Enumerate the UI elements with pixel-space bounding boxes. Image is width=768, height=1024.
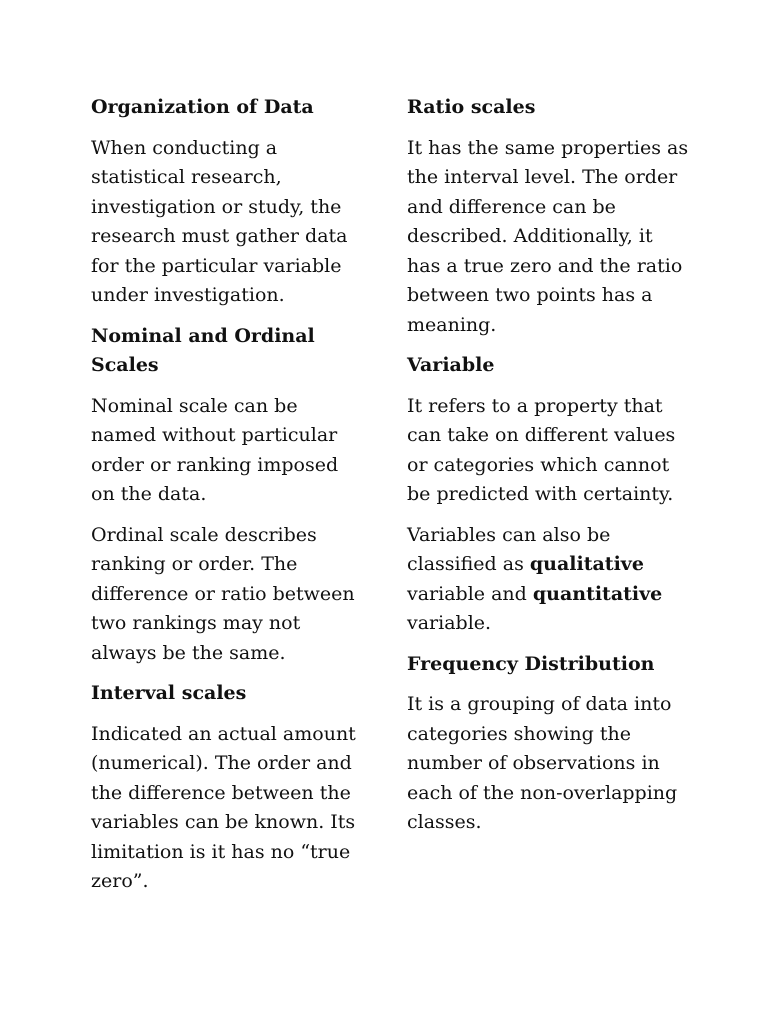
ordinal-scale-body: Ordinal scale describes ranking or order. The difference or ratio between two rankings may not always be the same. — [91, 523, 355, 664]
variable-classification — [407, 521, 689, 639]
variable-heading: Variable — [407, 354, 495, 376]
classification-suffix: variable. — [407, 612, 492, 634]
frequency-body: It is a grouping of data into categories showing the number of observations in each of the non-overlapping classes. — [407, 693, 678, 833]
right-column — [407, 93, 689, 849]
frequency-heading: Frequency Distribution — [407, 652, 655, 675]
qualitative-term: qualitative — [529, 553, 644, 575]
quantitative-term: quantitative — [532, 582, 663, 605]
interval-heading: Interval scales — [91, 682, 247, 704]
organization-body: When conducting a statistical research, investigation or study, the research must gather data for the particular variable under investigation. — [91, 136, 348, 306]
left-column — [91, 93, 367, 908]
ratio-body: It has the same properties as the interval level. The order and difference can be described. Additionally, it has a true zero and the ratio between two points has a meaning. — [407, 136, 689, 336]
interval-body: Indicated an actual amount (numerical). The order and the difference between the variables can be known. Its limitation is it has no “true zero”. — [91, 722, 356, 892]
classification-prefix: Variables can also be classified as — [407, 523, 611, 575]
organization-heading: Organization of Data — [91, 96, 314, 118]
ratio-heading: Ratio scales — [407, 96, 536, 118]
nominal-scale-body: Nominal scale can be named without particular order or ranking imposed on the data. — [91, 394, 339, 505]
nominal-ordinal-heading: Nominal and Ordinal Scales — [91, 324, 315, 376]
variable-body: It refers to a property that can take on different values or categories which cannot be predicted with certainty. — [407, 394, 676, 505]
classification-middle: variable and — [407, 582, 533, 605]
